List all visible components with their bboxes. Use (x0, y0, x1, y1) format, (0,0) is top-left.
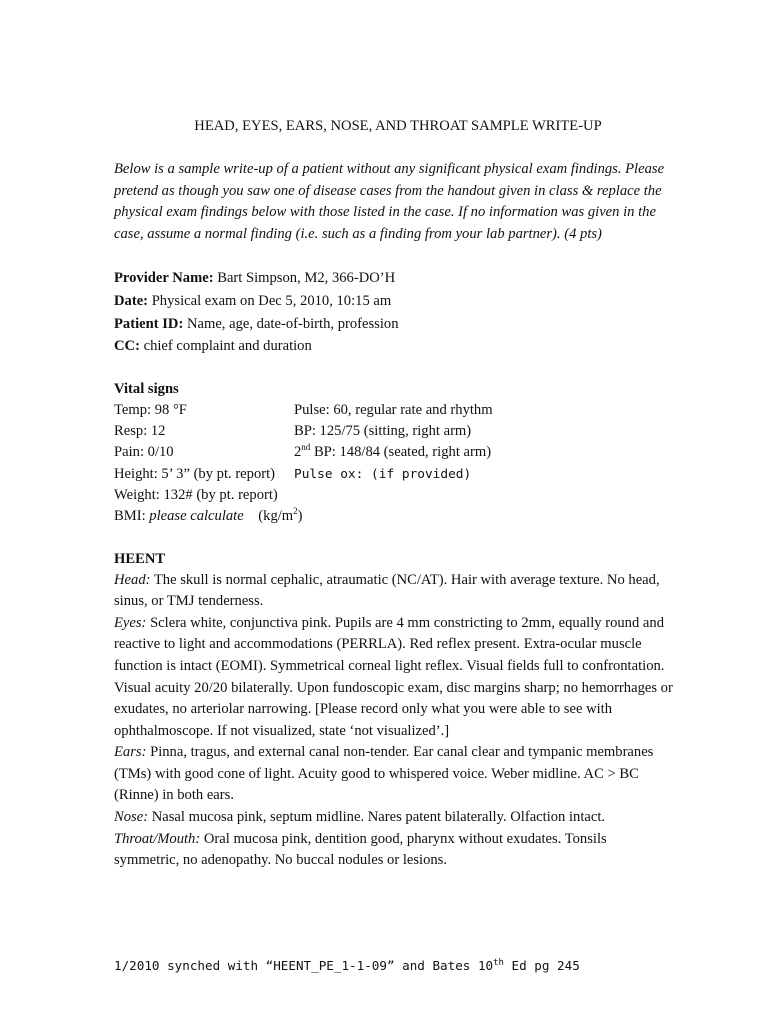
heent-throat-paragraph (114, 829, 674, 872)
resp-value: Resp: 12 (114, 423, 166, 440)
heent-ears-paragraph (114, 742, 674, 807)
heent-head-paragraph (114, 570, 674, 613)
second-bp-superscript: nd (301, 442, 311, 453)
eyes-label: Eyes: (114, 614, 147, 631)
patient-id-value: Name, age, date-of-birth, profession (183, 315, 399, 332)
pulse-ox-value: Pulse ox: (if provided) (294, 466, 472, 482)
throat-text: Oral mucosa pink, dentition good, pharynx without exudates. Tonsils symmetric, no adenopathy. No buccal nodules or lesions. (114, 830, 607, 869)
cc-line (114, 335, 674, 358)
nose-label: Nose: (114, 809, 149, 826)
date-line (114, 290, 674, 313)
ears-label: Ears: (114, 744, 147, 761)
head-label: Head: (114, 571, 151, 588)
pulse-value: Pulse: 60, regular rate and rhythm (294, 401, 493, 418)
second-bp-prefix: 2 (294, 444, 302, 461)
heent-heading: HEENT (114, 550, 166, 567)
footer-superscript: th (493, 957, 504, 968)
cc-label: CC: (114, 338, 140, 355)
patient-id-label: Patient ID: (114, 315, 184, 332)
patient-id-line (114, 313, 674, 336)
bmi-value (114, 506, 674, 527)
vital-signs-table (114, 400, 674, 528)
weight-value: Weight: 132# (by pt. report) (114, 486, 278, 503)
bmi-instruction: please calculate (149, 508, 244, 525)
provider-name-label: Provider Name: (114, 270, 214, 287)
second-bp-value (294, 442, 674, 463)
page-footer (114, 958, 580, 973)
cc-value: chief complaint and duration (139, 338, 312, 355)
heent-eyes-paragraph (114, 613, 674, 743)
temp-value: Temp: 98 °F (114, 401, 187, 418)
footer-prefix: 1/2010 synched with “HEENT_PE_1-1-09” and Bates 10 (114, 958, 494, 973)
document-title: HEAD, EYES, EARS, NOSE, AND THROAT SAMPLE WRITE-UP (194, 118, 602, 134)
head-text: The skull is normal cephalic, atraumatic (NC/AT). Hair with average texture. No head, sinus, or TMJ tenderness. (114, 571, 660, 610)
header-fields (114, 267, 674, 357)
nose-text: Nasal mucosa pink, septum midline. Nares patent bilaterally. Olfaction intact. (148, 809, 606, 826)
bmi-units-suffix: ) (297, 508, 303, 525)
provider-name-line (114, 267, 674, 290)
provider-name-value: Bart Simpson, M2, 366-DO’H (213, 270, 396, 287)
pain-value: Pain: 0/10 (114, 444, 174, 461)
eyes-text: Sclera white, conjunctiva pink. Pupils are 4 mm constricting to 2mm, equally round and reactive to light and accommodations (PERRLA). Red reflex present. Extra-ocular muscle function is intact (EOMI). Symmetrical corneal light reflex. Visual fields full to confrontation. Visual acuity 20/20 bilaterally. Upon fundoscopic exam, disc margins sharp; no hemorrhages or exudates, no arteriolar narrowing. [Please record only what you were able to see with ophthalmoscope. If not visualized, state ‘not visualized’.] (114, 614, 673, 739)
height-value: Height: 5’ 3” (by pt. report) (114, 465, 276, 482)
vital-signs-heading: Vital signs (114, 380, 179, 397)
date-value: Physical exam on Dec 5, 2010, 10:15 am (148, 292, 392, 309)
intro-paragraph: Below is a sample write-up of a patient without any significant physical exam findings. Please pretend as though you saw one of disease cases from the handout given in class & replace the physical exam findings below with those listed in the case. If no information was given in the case, assume a normal finding (i.e. such as a finding from your lab partner). (4 pts) (114, 161, 665, 242)
footer-suffix: Ed pg 245 (503, 958, 580, 973)
date-label: Date: (114, 292, 149, 309)
document-page (114, 118, 674, 872)
ears-text: Pinna, tragus, and external canal non-tender. Ear canal clear and tympanic membranes (TMs) with good cone of light. Acuity good to whispered voice. Weber midline. AC > BC (Rinne) in both ears. (114, 744, 654, 804)
throat-label: Throat/Mouth: (114, 830, 201, 847)
vitals-empty-cell (294, 485, 674, 506)
bp-value: BP: 125/75 (sitting, right arm) (294, 423, 472, 440)
bmi-units-superscript: 2 (293, 506, 298, 517)
heent-nose-paragraph (114, 807, 674, 829)
bmi-label: BMI: (114, 508, 150, 525)
bmi-units-prefix: (kg/m (243, 508, 294, 525)
second-bp-rest: BP: 148/84 (seated, right arm) (310, 444, 492, 461)
